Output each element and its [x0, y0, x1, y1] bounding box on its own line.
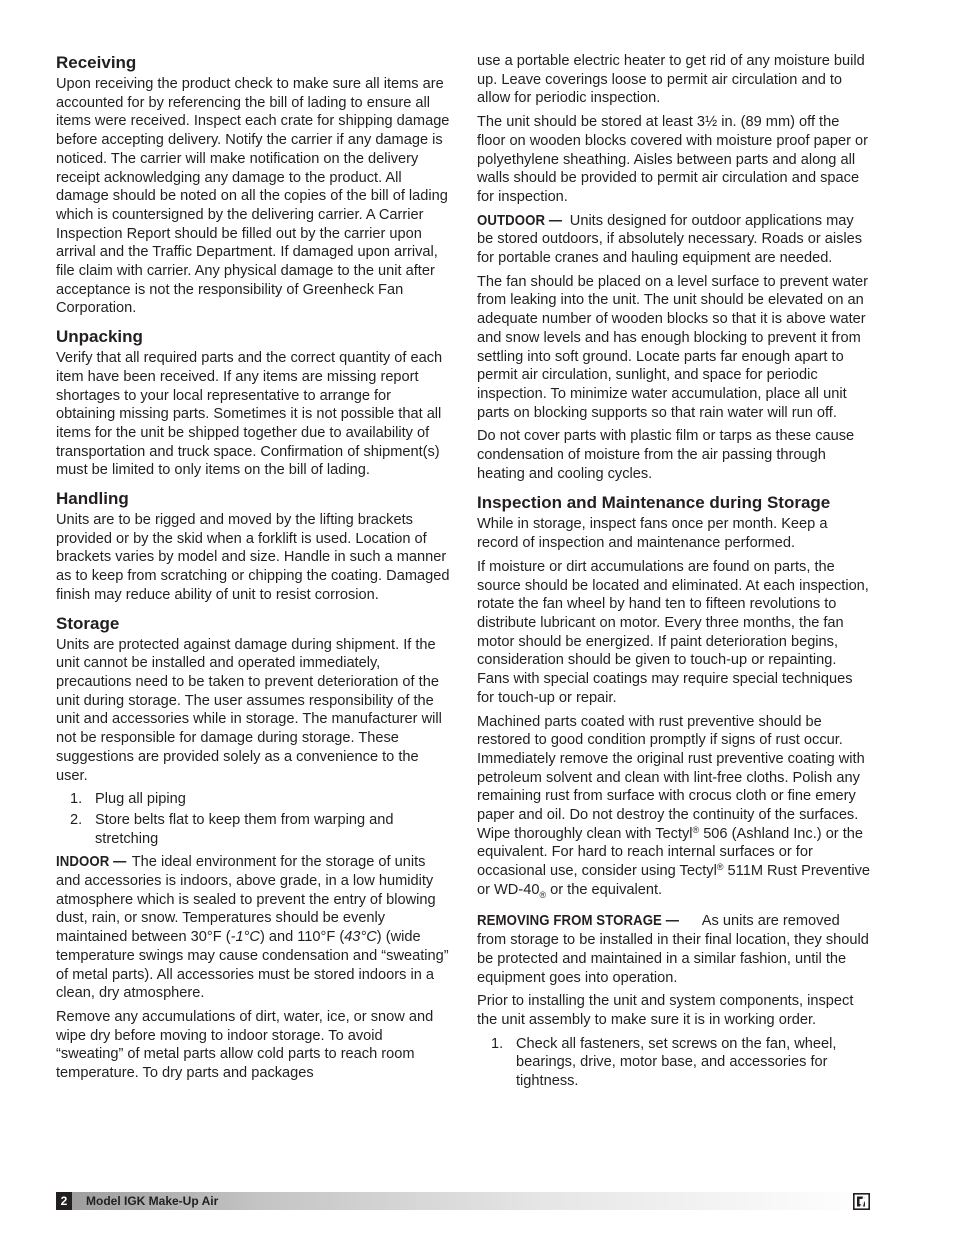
unpacking-paragraph: Verify that all required parts and the correct quantity of each item have been received. If any items are missing report shortages to your local representative to arrange for obtaining missing parts. Sometimes it is not possible that all items for the unit be shipped together due to availability of transportation and truck space. Confirmation of shipment(s) must be limited to only items on the bill of lading. — [56, 350, 443, 479]
left-column — [56, 52, 451, 1091]
section-inspection — [477, 492, 871, 904]
stored-height-paragraph: The unit should be stored at least 3½ in. (89 mm) off the floor on wooden blocks covered with moisture proof paper or polyethylene sheathing. Aisles between parts and along all walls should be provided to permit air circulation and space for inspection. — [477, 114, 868, 205]
outdoor-paragraph: OUTDOOR — Units designed for outdoor applications may be stored outdoors, if absolutely necessary. Roads or aisles for portable cranes and hauling equipment are needed. — [477, 211, 863, 267]
heading-receiving: Receiving — [56, 53, 137, 72]
heading-unpacking: Unpacking — [56, 327, 143, 347]
section-handling — [56, 488, 451, 605]
heading-storage: Storage — [56, 613, 120, 633]
section-receiving — [56, 52, 451, 318]
storage-paragraph: Units are protected against damage during shipment. If the unit cannot be installed and operated immediately, precautions need to be taken to prevent deterioration of the unit during storage. The user assumes responsibility of the unit and accessories while in storage. The manufacturer will not be responsible for damage during storage. These suggestions are provided solely as a convenience to the user. — [56, 636, 442, 784]
remove-accumulations-paragraph: Remove any accumulations of dirt, water, ice, or snow and wipe dry before moving to indoor storage. To avoid “sweating” of metal parts allow cold parts to reach room temperature. To dry parts and packages — [56, 1008, 434, 1082]
cover-paragraph: Do not cover parts with plastic film or tarps as these cause condensation of moisture from the air passing through heating and cooling cycles. — [477, 428, 855, 482]
page-number: 2 — [56, 1192, 72, 1210]
indoor-label: INDOOR — — [56, 853, 127, 871]
section-storage — [56, 613, 451, 1083]
list-item: 1. Plug all piping — [70, 791, 186, 808]
inspection-paragraph-3: Machined parts coated with rust preventive should be restored to good condition promptly if signs of rust occur. Immediately remove the original rust preventive coating with petroleum solvent and clean with lint-free cloths. Polish any remaining rust from surface with crocus cloth or fine emery paper and oil. Do not destroy the continuity of the surfaces. Wipe thoroughly clean with Tectyl® 506 (Ashland Inc.) or the equivalent. For hard to reach internal surfaces or for occasional use, consider using Tectyl® 511M Rust Preventive or $WD-40_®$ or the equivalent. — [477, 713, 871, 900]
heading-handling: Handling — [56, 489, 129, 509]
indoor-paragraph: INDOOR — The ideal environment for the storage of units and accessories is indoors, above grade, in a low humidity atmosphere which is sealed to prevent the entry of blowing dust, rain, or snow. Temperatures should be evenly maintained between 30°F (-1°C) and 110°F (43°C) (wide temperature swings may cause condensation and “sweating” of metal parts). All accessories must be stored indoors in a clean, dry atmosphere. — [56, 853, 449, 1002]
model-title: Model IGK Make-Up Air — [86, 1194, 219, 1208]
list-item: 1. Check all fasteners, set screws on the fan, wheel, bearings, drive, motor base, and accessories for tightness. — [491, 1035, 837, 1090]
fan-placement-paragraph: The fan should be placed on a level surface to prevent water from leaking into the unit. The unit should be elevated on an adequate number of wooden blocks so that it is above water and snow levels and has enough blocking to prevent it from settling into soft ground. Locate parts far enough apart to permit air circulation, sunlight, and space for periodic inspection. To minimize water accumulation, place all unit parts on blocking supports so that rain water will run off. — [477, 273, 869, 421]
inspection-paragraph-1: While in storage, inspect fans once per month. Keep a record of inspection and maintenance performed. — [477, 516, 828, 552]
list-item: 2. Store belts flat to keep them from warping and stretching — [70, 811, 394, 847]
continued-paragraph: use a portable electric heater to get rid of any moisture build up. Leave coverings loose to permit air circulation and to allow for periodic inspection. — [477, 53, 865, 107]
right-column — [477, 52, 871, 1096]
handling-paragraph: Units are to be rigged and moved by the lifting brackets provided or by the skid when a forklift is used. Location of brackets varies by model and size. Handle in such a manner as to keep from scratching or chipping the coating. Damaged finish may reduce ability of unit to resist corrosion. — [56, 512, 450, 603]
receiving-paragraph: Upon receiving the product check to make sure all items are accounted for by referencing the bill of lading to ensure all items were received. Inspect each crate for shipping damage before accepting delivery. Notify the carrier if any damage is noticed. The carrier will make notification on the delivery receipt acknowledging any damage to the product. All damage should be noted on all the copies of the bill of lading which is countersigned by the delivering carrier. A Carrier Inspection Report should be filled out by the carrier upon arrival and the Traffic Department. If damaged upon arrival, file claim with carrier. Any physical damage to the unit after acceptance is not the responsibility of Greenheck Fan Corporation. — [56, 76, 450, 317]
footer-bar — [56, 1192, 872, 1210]
removing-paragraph: REMOVING FROM STORAGE — As units are removed from storage to be installed in their final location, they should be protected and maintained in a similar fashion, until the equipment goes into operation. — [477, 912, 869, 986]
prior-installing-paragraph: Prior to installing the unit and system components, inspect the unit assembly to make sure it is in working order. — [477, 993, 854, 1028]
greenheck-logo-icon — [853, 1193, 870, 1210]
storage-list — [56, 790, 451, 848]
outdoor-label: OUTDOOR — — [477, 211, 563, 229]
removing-label: REMOVING FROM STORAGE — — [477, 912, 680, 930]
removing-list — [477, 1035, 871, 1091]
section-unpacking — [56, 326, 451, 480]
inspection-paragraph-2: If moisture or dirt accumulations are found on parts, the source should be located and eliminated. At each inspection, rotate the fan wheel by hand ten to fifteen revolutions to distribute lubricant on motor. Every three months, the fan motor should be energized. If paint deterioration begins, consideration should be given to touch-up or repainting. Fans with special coatings may require special techniques for touch-up or repair. — [477, 558, 869, 706]
heading-inspection: Inspection and Maintenance during Storage — [477, 493, 831, 513]
